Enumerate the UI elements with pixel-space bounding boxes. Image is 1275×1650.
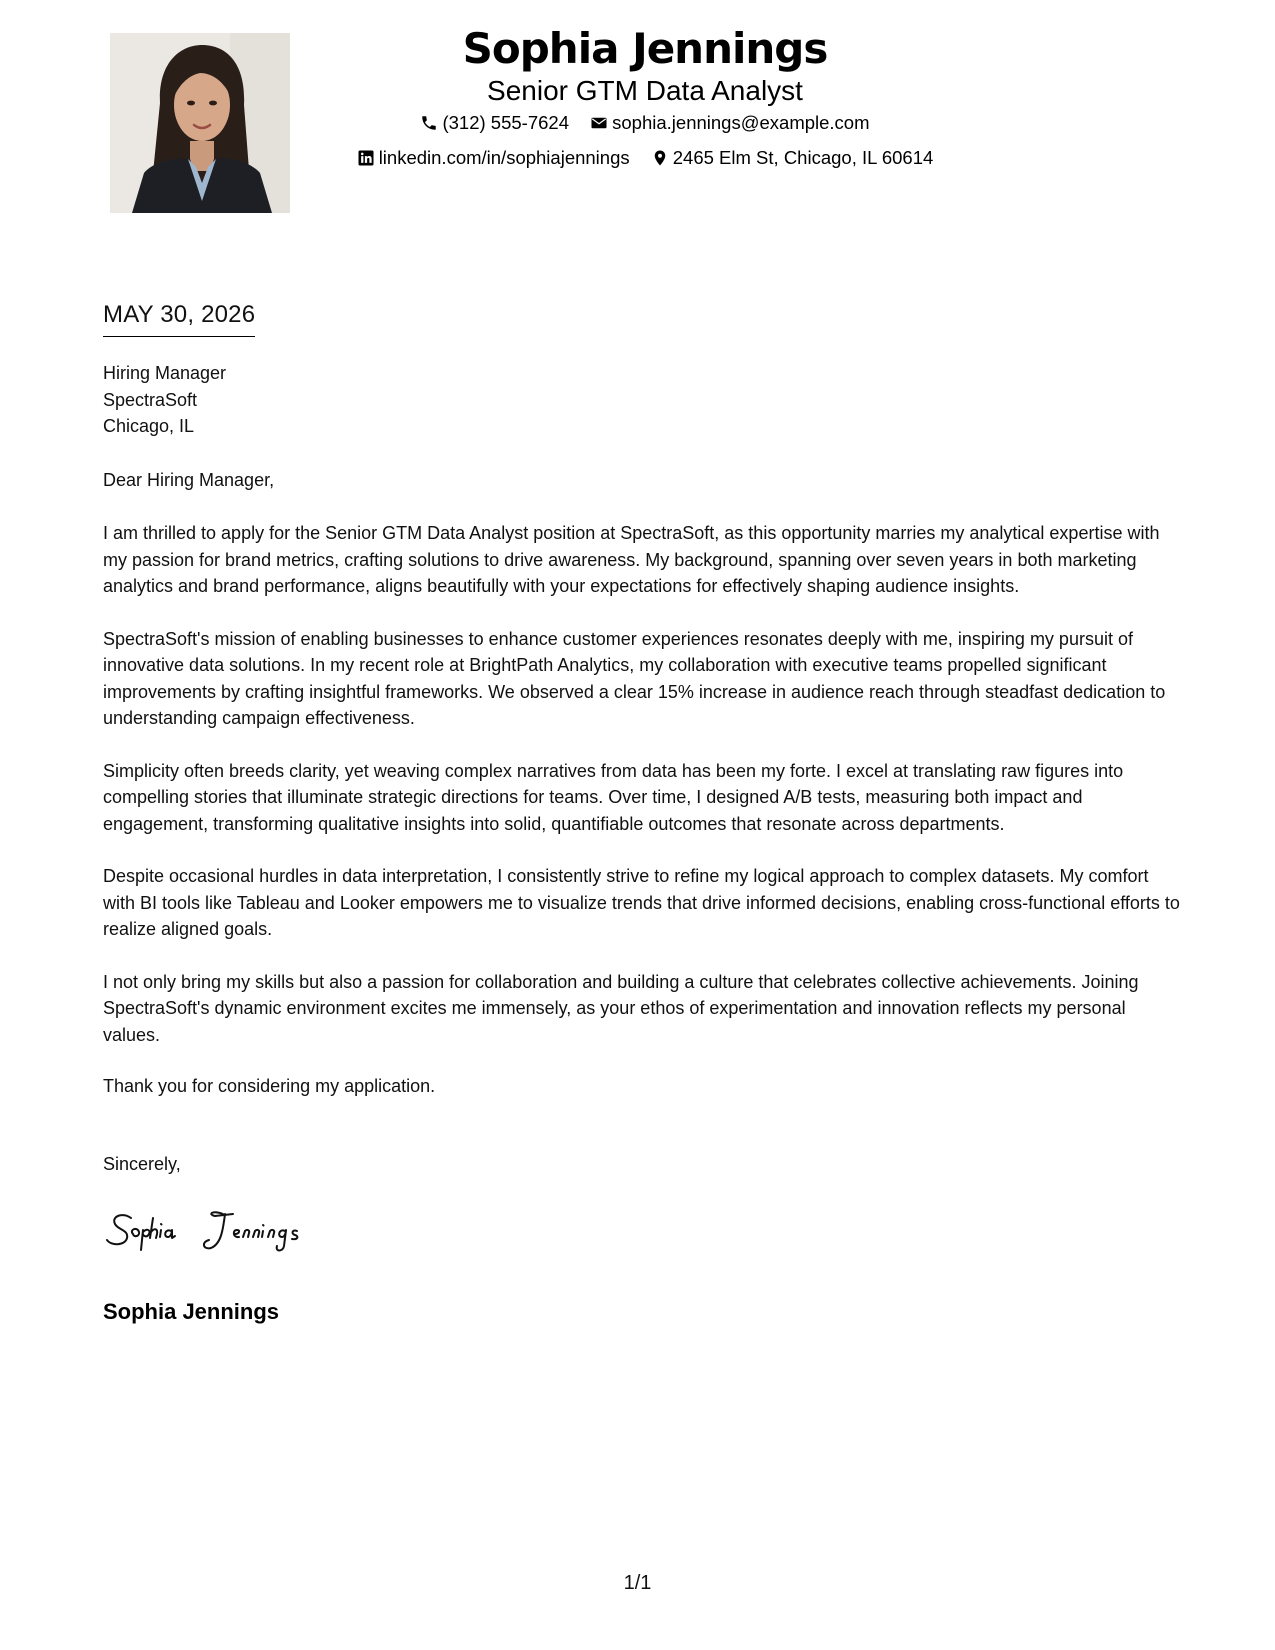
letter-body bbox=[103, 520, 1183, 1048]
email-text[interactable]: sophia.jennings@example.com bbox=[612, 112, 870, 133]
contact-address bbox=[651, 147, 934, 169]
recipient-line: Hiring Manager bbox=[103, 363, 227, 383]
recipient-line: SpectraSoft bbox=[103, 389, 198, 410]
linkedin-text[interactable]: linkedin.com/in/sophiajennings bbox=[378, 147, 630, 168]
thanks-line: Thank you for considering my application. bbox=[103, 1076, 436, 1096]
envelope-icon bbox=[590, 114, 608, 132]
phone-icon bbox=[420, 114, 438, 132]
body-paragraph: I am thrilled to apply for the Senior GTM Data Analyst position at SpectraSoft, as this opportunity marries my analytical expertise with my passion for brand metrics, crafting solutions to drive awareness. My background, spanning over seven years in both marketing analytics and brand performance, aligns beautifully with your expectations for effectively shaping audience insights. bbox=[103, 523, 1160, 596]
job-title: Senior GTM Data Analyst bbox=[487, 75, 803, 106]
salutation: Dear Hiring Manager, bbox=[103, 470, 275, 490]
letter-date: MAY 30, 2026 bbox=[103, 300, 255, 337]
phone-text: (312) 555-7624 bbox=[442, 112, 569, 133]
contact-email[interactable] bbox=[590, 112, 869, 134]
recipient-line: Chicago, IL bbox=[103, 416, 195, 436]
linkedin-icon bbox=[357, 149, 375, 167]
body-paragraph: I not only bring my skills but also a passion for collaboration and building a culture that celebrates collective achievements. Joining SpectraSoft's dynamic environment excites me immensely, as your ethos of experimentation and innovation reflects my personal values. bbox=[103, 971, 1139, 1045]
contact-phone bbox=[420, 112, 569, 134]
body-paragraph: SpectraSoft's mission of enabling businesses to enhance customer experiences resonates deeply with me, inspiring my pursuit of innovative data solutions. In my recent role at BrightPath Analytics, my collaboration with executive teams propelled significant improvements by crafting insightful frameworks. We observed a clear 15% increase in audience reach through steadfast dedication to understanding campaign effectiveness. bbox=[103, 628, 1166, 728]
handwritten-signature bbox=[103, 1200, 363, 1260]
closing: Sincerely, bbox=[103, 1154, 181, 1174]
applicant-name: Sophia Jennings bbox=[462, 24, 828, 73]
profile-photo bbox=[110, 33, 290, 213]
body-paragraph: Despite occasional hurdles in data interpretation, I consistently strive to refine my logical approach to complex datasets. My comfort with BI tools like Tableau and Looker empowers me to visualize trends that drive informed decisions, enabling cross-functional efforts to realize aligned goals. bbox=[103, 866, 1180, 939]
recipient-block bbox=[103, 360, 1183, 440]
contact-linkedin[interactable] bbox=[357, 147, 630, 169]
header bbox=[300, 22, 990, 172]
map-marker-icon bbox=[651, 149, 669, 167]
contact-row bbox=[300, 147, 990, 172]
page-number: 1/1 bbox=[623, 1572, 652, 1594]
contact-row bbox=[300, 112, 990, 137]
signer-name: Sophia Jennings bbox=[103, 1299, 280, 1324]
body-paragraph: Simplicity often breeds clarity, yet weaving complex narratives from data has been my forte. I excel at translating raw figures into compelling stories that illuminate strategic directions for teams. Over time, I designed A/B tests, measuring both impact and engagement, transforming qualitative insights into solid, quantifiable outcomes that resonate across departments. bbox=[103, 760, 1124, 834]
address-text: 2465 Elm St, Chicago, IL 60614 bbox=[672, 147, 934, 168]
